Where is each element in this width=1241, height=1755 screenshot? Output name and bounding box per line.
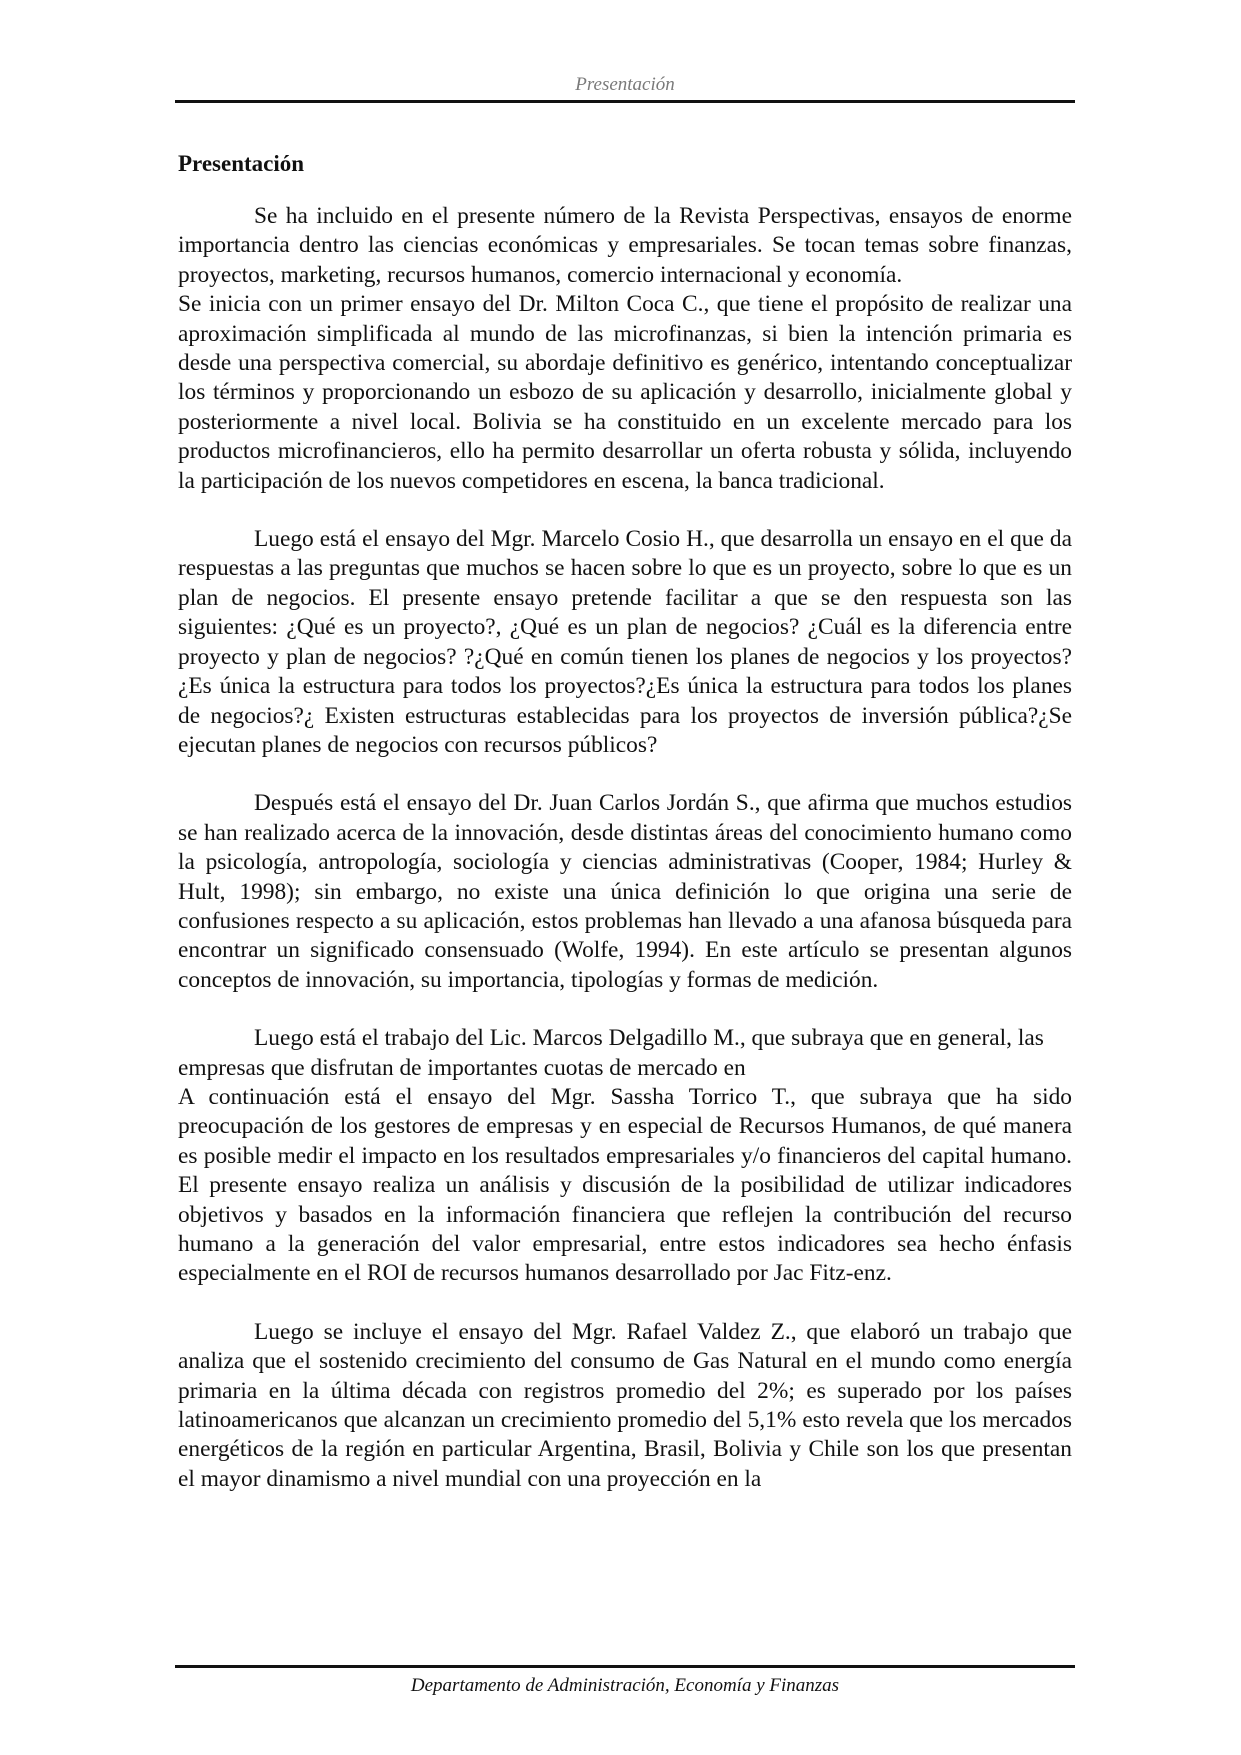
paragraph-coca: Se inicia con un primer ensayo del Dr. Milton Coca C., que tiene el propósito de realizar una aproximación simplificada al mundo de las microfinanzas, si bien la intención primaria es desde una perspectiva comercial, su abordaje definitivo es genérico, intentando conceptualizar los términos y proporcionando un esbozo de su aplicación y desarrollo, inicialmente global y posteriormente a nivel local. Bolivia se ha constituido en un excelente mercado para los productos microfinancieros, ello ha permito desarrollar un oferta robusta y sólida, incluyendo la participación de los nuevos competidores en escena, la banca tradicional. xyxy=(178,291,1072,494)
header-rule xyxy=(175,100,1075,103)
paragraph-cosio: Luego está el ensayo del Mgr. Marcelo Cosio H., que desarrolla un ensayo en el que da respuestas a las preguntas que muchos se hacen sobre lo que es un proyecto, sobre lo que es un plan de negocios. El presente ensayo pretende facilitar a que se den respuesta son las siguientes: ¿Qué es un proyecto?, ¿Qué es un plan de negocios? ¿Cuál es la diferencia entre proyecto y plan de negocios? ?¿Qué en común tienen los planes de negocios y los proyectos?¿Es única la estructura para todos los proyectos?¿Es única la estructura para todos los planes de negocios?¿ Existen estructuras establecidas para los proyectos de inversión pública?¿Se ejecutan planes de negocios con recursos públicos? xyxy=(178,526,1072,758)
paragraph-delgadillo: Luego está el trabajo del Lic. Marcos Delgadillo M., que subraya que en general, las empresas que disfrutan de importantes cuotas de mercado en xyxy=(178,1025,1044,1081)
running-header: Presentación xyxy=(575,74,675,95)
paragraph-torrico: A continuación está el ensayo del Mgr. Sassha Torrico T., que subraya que ha sido preocupación de los gestores de empresas y en especial de Recursos Humanos, de qué manera es posible medir el impacto en los resultados empresariales y/o financieros del capital humano. El presente ensayo realiza un análisis y discusión de la posibilidad de utilizar indicadores objetivos y basados en la información financiera que reflejen la contribución del recurso humano a la generación del valor empresarial, entre estos indicadores sea hecho énfasis especialmente en el ROI de recursos humanos desarrollado por Jac Fitz-enz. xyxy=(178,1083,1072,1287)
footer-rule xyxy=(175,1665,1075,1668)
document-body xyxy=(178,149,1072,1494)
section-title: Presentación xyxy=(178,151,305,176)
paragraph-valdez: Luego se incluye el ensayo del Mgr. Rafael Valdez Z., que elaboró un trabajo que analiza que el sostenido crecimiento del consumo de Gas Natural en el mundo como energía primaria en la última década con registros promedio del 2%; es superado por los países latinoamericanos que alcanzan un crecimiento promedio del 5,1% esto revela que los mercados energéticos de la región en particular Argentina, Brasil, Bolivia y Chile son los que presentan el mayor dinamismo a nivel mundial con una proyección en la xyxy=(178,1318,1072,1492)
page-footer: Departamento de Administración, Economía y Finanzas xyxy=(410,1675,840,1696)
paragraph-jordan: Después está el ensayo del Dr. Juan Carlos Jordán S., que afirma que muchos estudios se han realizado acerca de la innovación, desde distintas áreas del conocimiento humano como la psicología, antropología, sociología y ciencias administrativas (Cooper, 1984; Hurley & Hult, 1998); sin embargo, no existe una única definición lo que origina una serie de confusiones respecto a su aplicación, estos problemas han llevado a una afanosa búsqueda para encontrar un significado consensuado (Wolfe, 1994). En este artículo se presentan algunos conceptos de innovación, su importancia, tipologías y formas de medición. xyxy=(178,790,1072,993)
paragraph-intro: Se ha incluido en el presente número de la Revista Perspectivas, ensayos de enorme importancia dentro las ciencias económicas y empresariales. Se tocan temas sobre finanzas, proyectos, marketing, recursos humanos, comercio internacional y economía. xyxy=(178,203,1072,288)
